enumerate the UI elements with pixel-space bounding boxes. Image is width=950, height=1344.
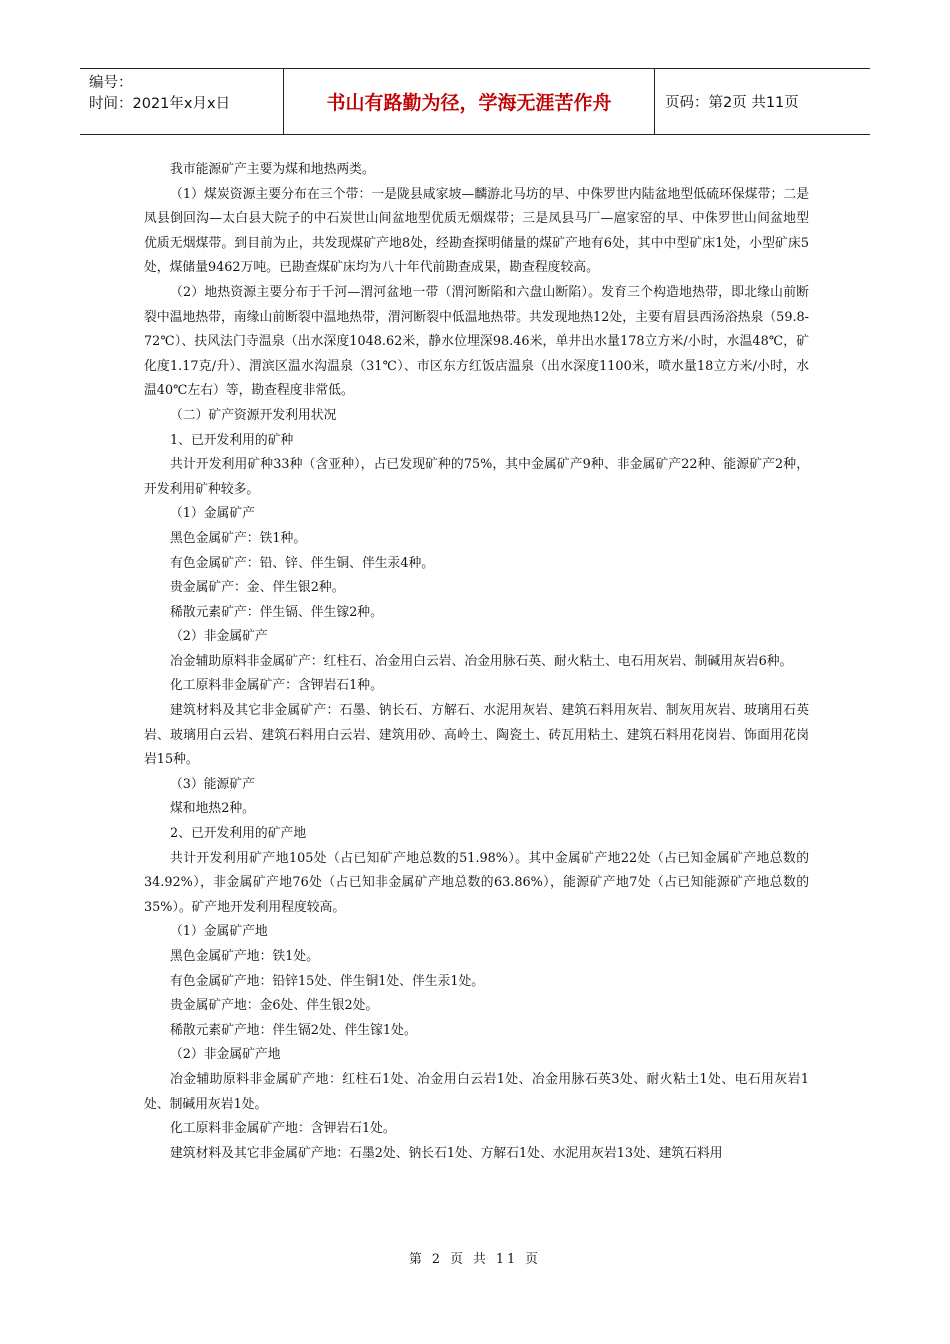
document-body	[144, 158, 809, 1166]
body-paragraph: 贵金属矿产：金、伴生银2种。	[170, 580, 345, 596]
body-paragraph: 贵金属矿产地：金6处、伴生银2处。	[170, 998, 379, 1014]
body-paragraph: 1、已开发利用的矿种	[170, 432, 294, 448]
body-paragraph: 稀散元素矿产地：伴生镉2处、伴生镓1处。	[170, 1022, 417, 1038]
body-paragraph: （1）金属矿产	[170, 506, 255, 522]
body-paragraph: 2、已开发利用的矿产地	[170, 826, 307, 842]
body-paragraph: 有色金属矿产地：铅锌15处、伴生铜1处、伴生汞1处。	[170, 973, 485, 989]
body-paragraph: 共计开发利用矿种33种（含亚种），占已发现矿种的75%，其中金属矿产9种、非金属矿产22种、能源矿产2种，开发利用矿种较多。	[144, 457, 809, 497]
document-header	[80, 68, 870, 135]
body-paragraph: 黑色金属矿产：铁1种。	[170, 530, 307, 546]
body-paragraph: 冶金辅助原料非金属矿产地：红柱石1处、冶金用白云岩1处、冶金用脉石英3处、耐火粘土1处、电石用灰岩1处、制碱用灰岩1处。	[144, 1071, 809, 1112]
body-paragraph: （1）金属矿产地	[170, 924, 268, 940]
body-paragraph: （3）能源矿产	[170, 776, 255, 792]
body-paragraph: 建筑材料及其它非金属矿产：石墨、钠长石、方解石、水泥用灰岩、建筑石料用灰岩、制灰用灰岩、玻璃用石英岩、玻璃用白云岩、建筑石料用白云岩、建筑用砂、高岭土、陶瓷土、砖瓦用粘土、建筑石料用花岗岩、饰面用花岗岩15种。	[144, 703, 809, 768]
document-number-label: 编号：	[89, 75, 133, 91]
body-paragraph: （2）非金属矿产	[170, 629, 268, 645]
header-meta	[80, 69, 284, 134]
body-paragraph: （二）矿产资源开发利用状况	[170, 407, 337, 423]
body-paragraph: 黑色金属矿产地：铁1处。	[170, 949, 319, 964]
header-motto: 书山有路勤为径，学海无涯苦作舟	[284, 69, 655, 134]
body-paragraph: （2）非金属矿产地	[170, 1047, 281, 1063]
body-paragraph: 化工原料非金属矿产：含钾岩石1种。	[170, 678, 383, 694]
body-paragraph: 共计开发利用矿产地105处（占已知矿产地总数的51.98%）。其中金属矿产地22处（占已知金属矿产地总数的34.92%），非金属矿产地76处（占已知非金属矿产地总数的63.86%），能源矿产地7处（占已知能源矿产地总数的35%）。矿产地开发利用程度较高。	[144, 850, 809, 915]
body-paragraph: 我市能源矿产主要为煤和地热两类。	[170, 162, 375, 177]
body-paragraph: （1）煤炭资源主要分布在三个带：一是陇县咸家坡—麟游北马坊的早、中侏罗世内陆盆地型低硫环保煤带；二是凤县倒回沟—太白县大院子的中石炭世山间盆地型优质无烟煤带；三是凤县马厂—扈家窑的早、中侏罗世山间盆地型优质无烟煤带。到目前为止，共发现煤矿产地8处，经勘查探明储量的煤矿产地有6处，其中中型矿床1处，小型矿床5处，煤储量9462万吨。已勘查煤矿床均为八十年代前勘查成果，勘查程度较高。	[144, 186, 809, 276]
body-paragraph: 稀散元素矿产：伴生镉、伴生镓2种。	[170, 604, 383, 620]
body-paragraph: 煤和地热2种。	[170, 801, 255, 817]
header-page-info: 页码：第2页 共11页	[665, 95, 799, 111]
document-date: 时间：2021年x月x日	[89, 96, 231, 112]
body-paragraph: 冶金辅助原料非金属矿产：红柱石、冶金用白云岩、冶金用脉石英、耐火粘土、电石用灰岩、制碱用灰岩6种。	[170, 653, 793, 669]
body-paragraph: 化工原料非金属矿产地：含钾岩石1处。	[170, 1121, 396, 1137]
body-paragraph: 建筑材料及其它非金属矿产地：石墨2处、钠长石1处、方解石1处、水泥用灰岩13处、建筑石料用	[170, 1145, 723, 1161]
page-footer: 第 2 页 共 11 页	[409, 1252, 541, 1267]
body-paragraph: 有色金属矿产：铅、锌、伴生铜、伴生汞4种。	[170, 555, 435, 571]
body-paragraph: （2）地热资源主要分布于千河—渭河盆地一带（渭河断陷和六盘山断陷）。发育三个构造地热带，即北缘山前断裂中温地热带，南缘山前断裂中温地热带，渭河断裂中低温地热带。共发现地热12处，主要有眉县西汤浴热泉（59.8-72℃）、扶风法门寺温泉（出水深度1048.62米，静水位埋深98.46米，单井出水量178立方米/小时，水温48℃，矿化度1.17克/升）、渭滨区温水沟温泉（31℃）、市区东方红饭店温泉（出水深度1100米，喷水量18立方米/小时，水温40℃左右）等，勘查程度非常低。	[144, 284, 809, 399]
